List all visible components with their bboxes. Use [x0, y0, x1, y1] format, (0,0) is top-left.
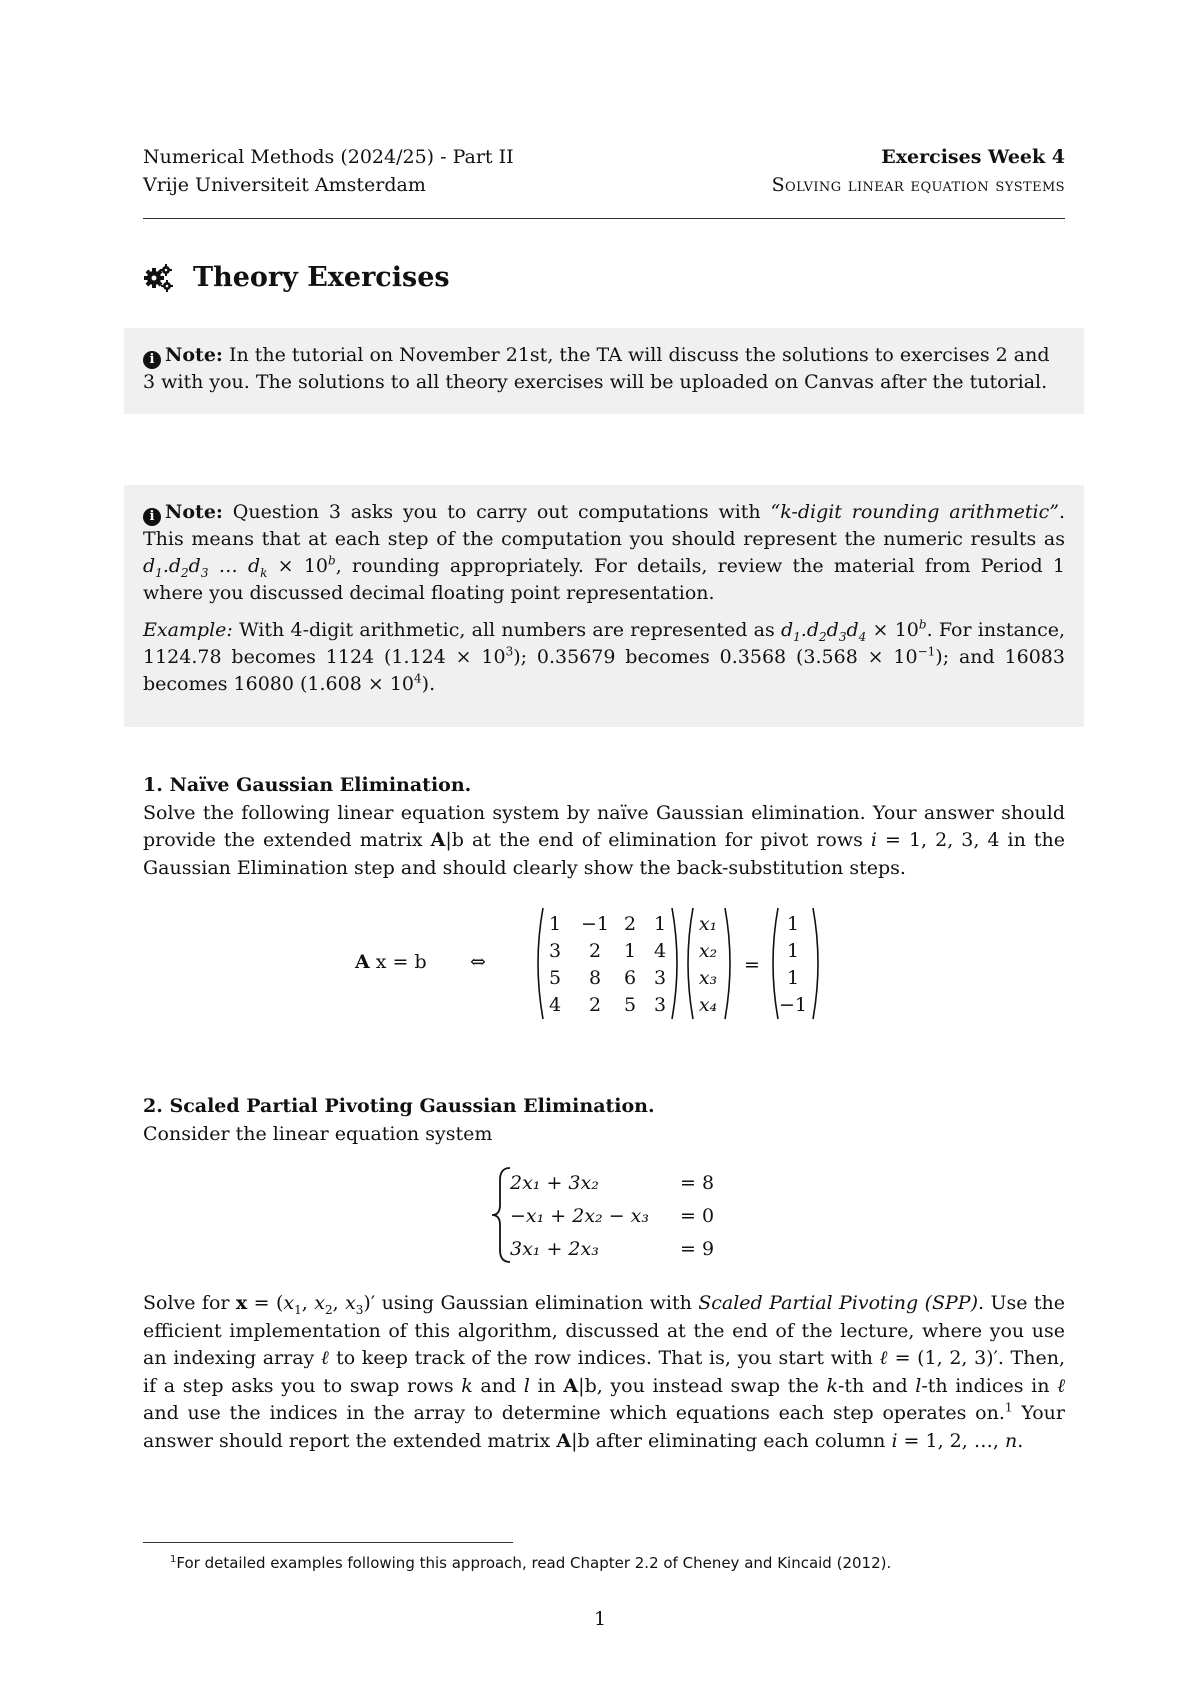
topic-title: Solving linear equation systems — [771, 174, 1065, 196]
matrix-cell: 1 — [653, 913, 667, 935]
matrix-cell: 5 — [548, 967, 562, 989]
note-label: Note: — [165, 501, 223, 523]
exercise-1 — [143, 772, 1065, 882]
footnote-rule — [143, 1542, 513, 1543]
header-left — [143, 143, 514, 199]
equation-lhs: A x = b — [355, 951, 427, 973]
matrix-cell: 2 — [588, 994, 602, 1016]
university-name: Vrije Universiteit Amsterdam — [143, 174, 426, 196]
vector-x-entry: x₄ — [698, 994, 718, 1016]
course-title: Numerical Methods (2024/25) - Part II — [143, 146, 514, 168]
note-box-tutorial — [124, 328, 1084, 414]
week-title: Exercises Week 4 — [881, 146, 1065, 168]
matrix-cell: 3 — [548, 940, 562, 962]
matrix-cell: 6 — [623, 967, 637, 989]
matrix-cell: 1 — [623, 940, 637, 962]
exercise-2-text: Solve for $x = (x_1$, $x_2$, $x_3)'$ using Gaussian elimination with Scaled Partial Pivoting (SPP). Use the efficient implementation of this algorithm, discussed at the end of the lecture, where you use an indexing array ℓ to keep track of the row indices. That is, you start with ℓ = (1, 2, 3)′. Then, if a step asks you to swap rows k and l in A|b, you instead swap the k-th and l-th indices in ℓ and use the indices in the array to determine which equations each step operates on.$^1$ Your answer should report the extended matrix A|b after eliminating each column i = 1, 2, …, n. — [143, 1292, 1065, 1452]
matrix-cell: −1 — [580, 913, 610, 935]
vector-b-entry: −1 — [778, 994, 808, 1016]
note-box-rounding: i Note: Question 3 asks you to carry out computations with “k-digit rounding arithmetic”. This means that at each step of the computation you should represent the numeric results as $d_1.d_2d_3$ … $d_k \times 10^b$, rounding appropriately. For details, review the material from Period 1 where you discussed decimal floating point representation. Example: With 4-digit arithmetic, all numbers are represented as $d_1.d_2d_3d_4 \times 10^b$. For instance, 1124.78 becomes 1124 $(1.124 \times 10^3)$; 0.35679 becomes 0.3568 $(3.568 \times 10^{-1})$; and 16083 becomes 16080 $(1.608 \times 10^4)$. — [124, 485, 1084, 727]
matrix-cell: 3 — [653, 994, 667, 1016]
system-rhs-1: = 8 — [680, 1172, 715, 1194]
info-icon: i — [143, 508, 161, 526]
matrix-cell: 2 — [588, 940, 602, 962]
vector-x-entry: x₂ — [698, 940, 718, 962]
exercise-2 — [143, 1093, 1065, 1148]
vector-x-entry: x₃ — [698, 967, 718, 989]
rounding-quote: “k-digit rounding arithmetic” — [770, 501, 1059, 523]
page-number: 1 — [593, 1608, 607, 1630]
exercise-2-intro: Consider the linear equation system — [143, 1122, 493, 1145]
header-right — [772, 143, 1065, 199]
matrix-equation — [535, 905, 855, 1025]
matrix-cell: 8 — [588, 967, 602, 989]
matrix-parenthesis — [538, 908, 543, 1019]
matrix-parenthesis — [725, 908, 730, 1019]
exercise-2-title: 2. Scaled Partial Pivoting Gaussian Elimination. — [143, 1095, 655, 1117]
matrix-parenthesis — [773, 908, 778, 1019]
example-label: Example: — [143, 619, 233, 641]
header-rule — [143, 218, 1065, 219]
system-lhs-2: −x₁ + 2x₂ − x₃ — [510, 1205, 650, 1227]
note-text: In the tutorial on November 21st, the TA will discuss the solutions to exercises 2 and 3 with you. The solutions to all theory exercises will be uploaded on Canvas after the tutorial. — [143, 344, 1050, 393]
gears-icon — [143, 263, 173, 293]
matrix-cell: 3 — [653, 967, 667, 989]
system-lhs-1: 2x₁ + 3x₂ — [510, 1172, 599, 1194]
matrix-cell: 4 — [653, 940, 667, 962]
vector-b-entry: 1 — [786, 913, 800, 935]
exercise-1-title: 1. Naïve Gaussian Elimination. — [143, 774, 472, 796]
section-title: Theory Exercises — [193, 262, 450, 293]
vector-b-entry: 1 — [786, 940, 800, 962]
matrix-cell: 1 — [548, 913, 562, 935]
matrix-parenthesis — [672, 908, 677, 1019]
system-rhs-2: = 0 — [680, 1205, 715, 1227]
matrix-cell: 2 — [623, 913, 637, 935]
system-lhs-3: 3x₁ + 2x₃ — [510, 1238, 599, 1260]
vector-b-entry: 1 — [786, 967, 800, 989]
iff-symbol: ⇔ — [470, 951, 486, 973]
equals-sign: = — [744, 954, 760, 976]
float-format-math: $d_1.d_2d_3$ … $d_k$ — [143, 555, 268, 580]
footnote: $^1$For detailed examples following this approach, read Chapter 2.2 of Cheney and Kincaid (2012). — [170, 1554, 892, 1572]
info-icon: i — [143, 351, 161, 369]
matrix-parenthesis — [813, 908, 818, 1019]
matrix-cell: 4 — [548, 994, 562, 1016]
vector-x-entry: x₁ — [698, 913, 718, 935]
matrix-cell: 5 — [623, 994, 637, 1016]
section-heading — [143, 262, 450, 293]
system-rhs-3: = 9 — [680, 1238, 715, 1260]
note-label: Note: — [165, 344, 223, 366]
matrix-parenthesis — [688, 908, 693, 1019]
exercise-1-text: Solve the following linear equation system by naïve Gaussian elimination. Your answer should provide the extended matrix A|b at the end of elimination for pivot rows i = 1, 2, 3, 4 in the Gaussian Elimination step and should clearly show the back-substitution steps. — [143, 801, 1065, 879]
